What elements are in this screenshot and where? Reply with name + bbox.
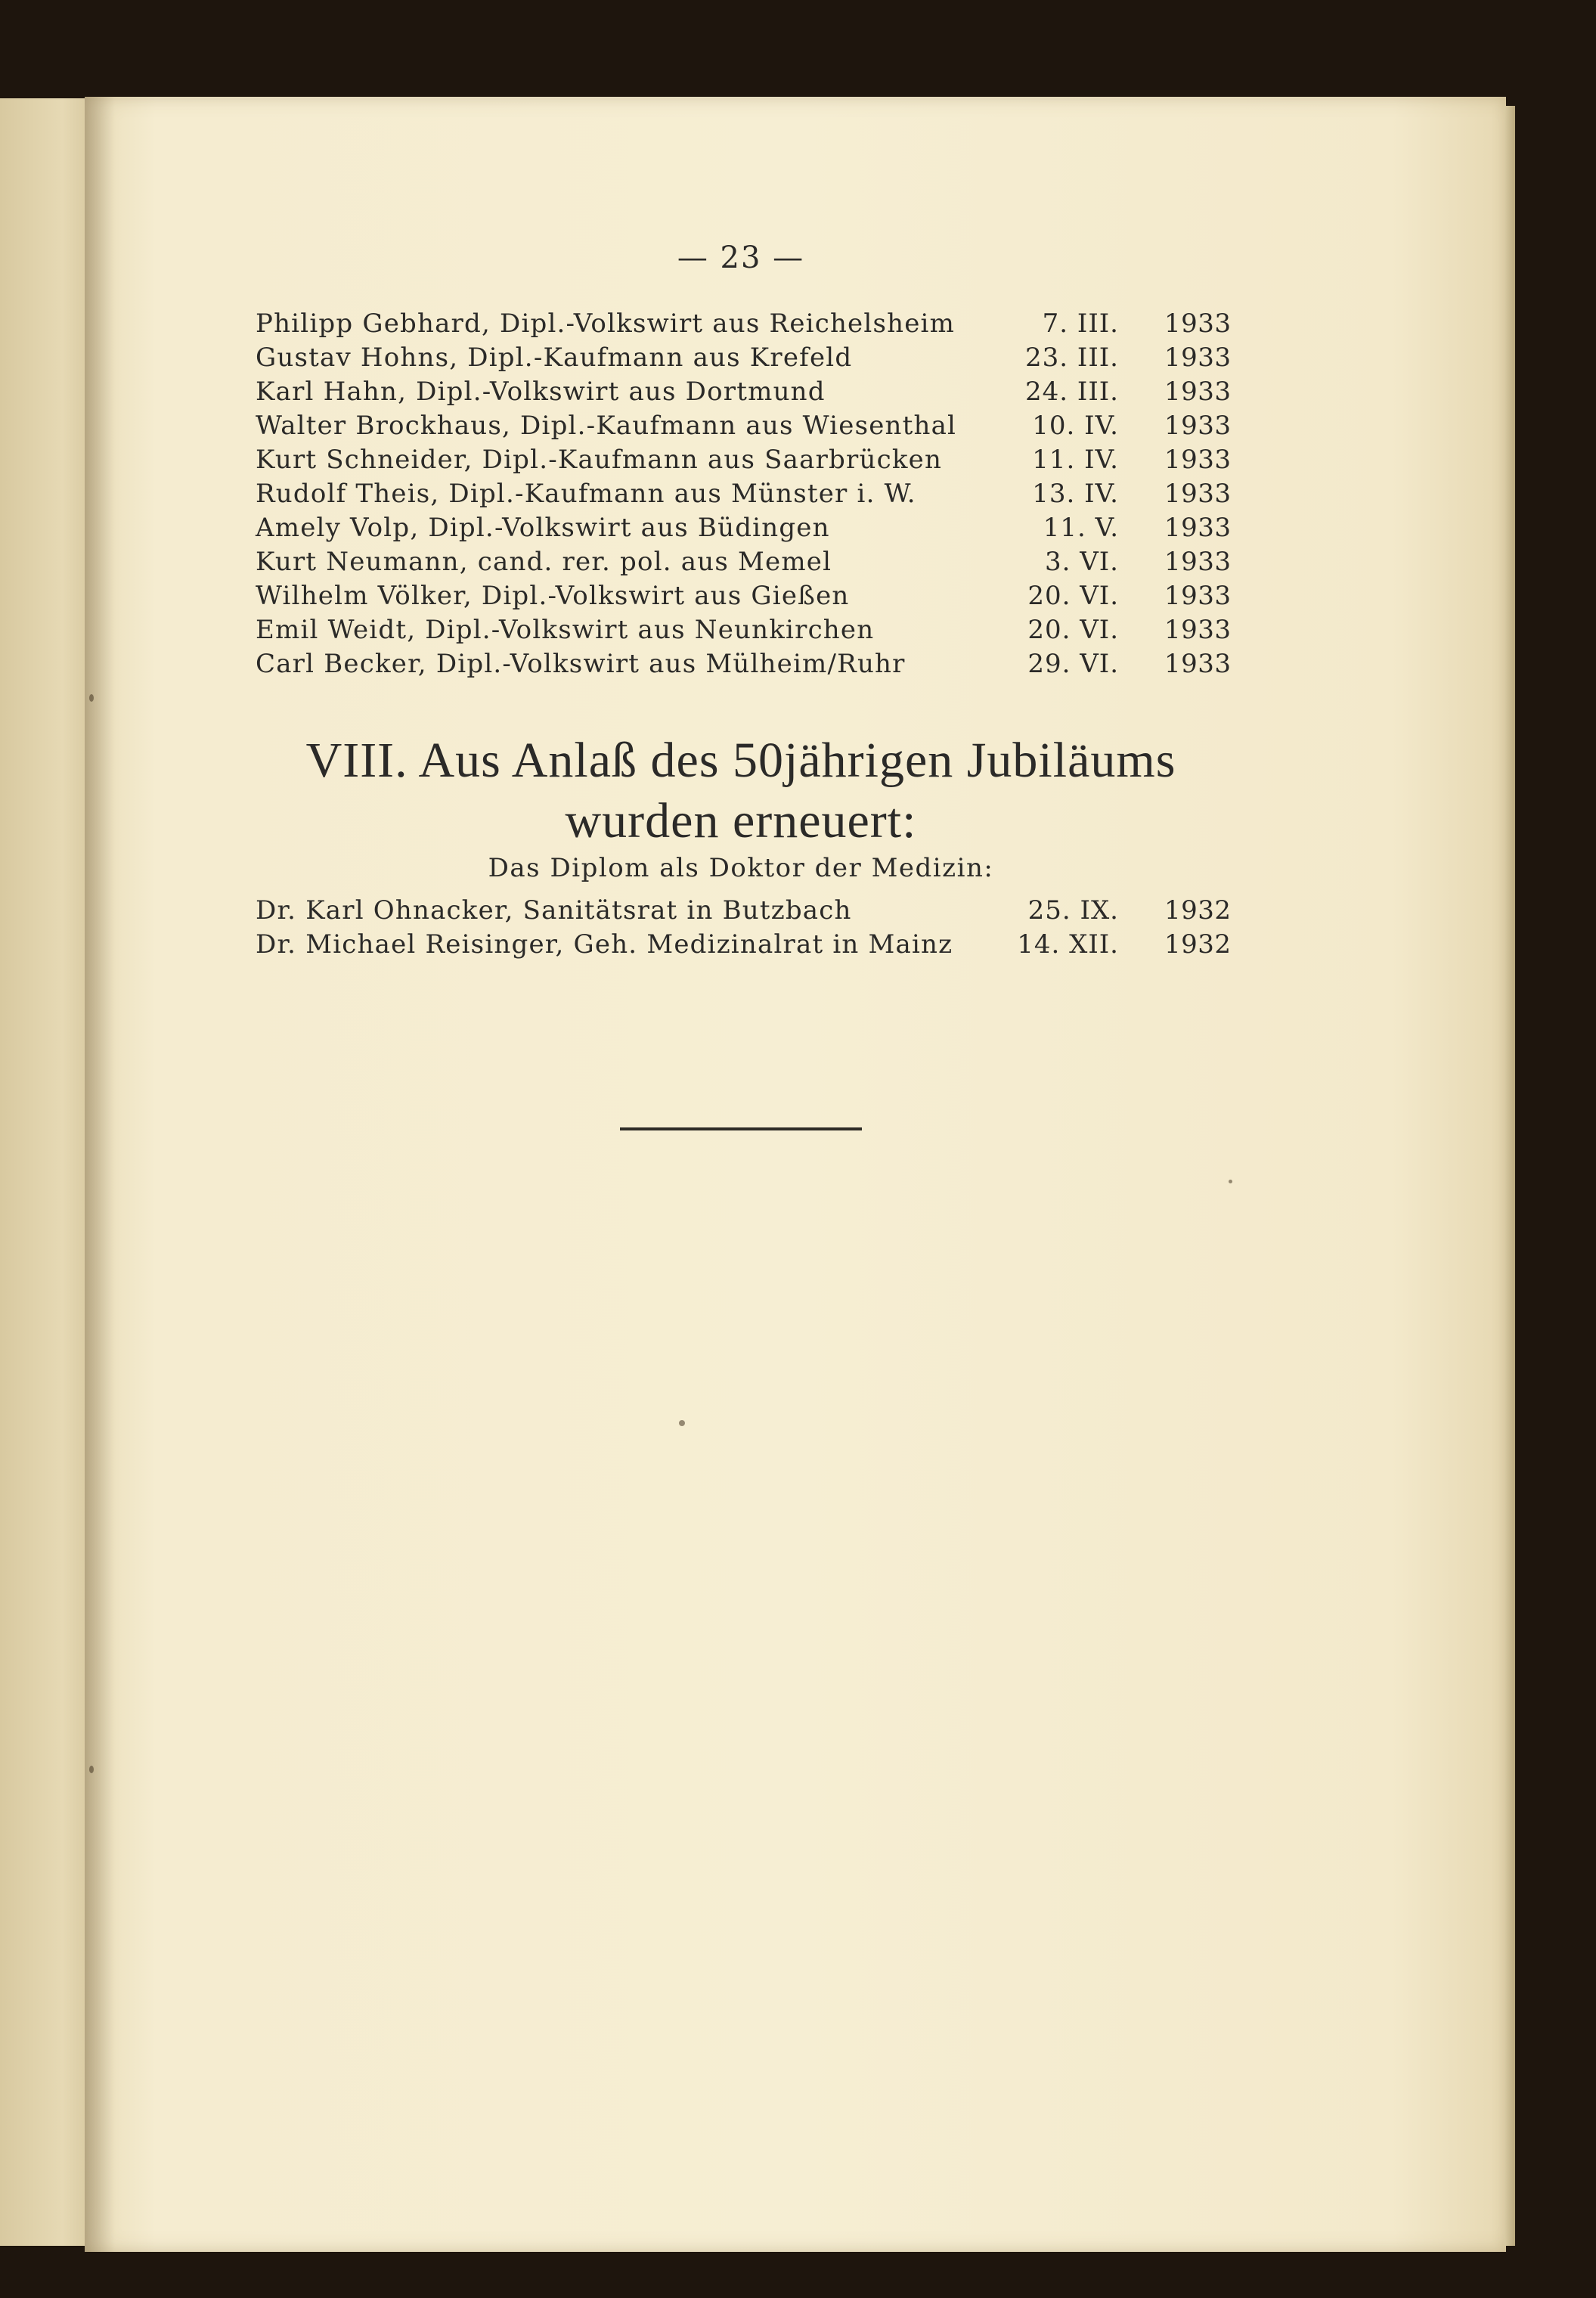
list-item [0, 377, 1596, 410]
entry-year: 1933 [1164, 377, 1232, 407]
list-item [0, 479, 1596, 512]
list-item [0, 411, 1596, 444]
entry-date: 20. VI. [1027, 615, 1119, 645]
entry-name: Kurt Schneider, Dipl.-Kaufmann aus Saarbrücken [256, 445, 943, 475]
entry-date: 29. VI. [1027, 649, 1119, 679]
entry-year: 1933 [1164, 343, 1232, 373]
entry-date: 3. VI. [1044, 547, 1119, 577]
list-item [0, 343, 1596, 376]
list-item [0, 445, 1596, 478]
entry-name: Dr. Karl Ohnacker, Sanitätsrat in Butzbach [256, 895, 852, 926]
list-item [0, 615, 1596, 648]
entry-date: 11. IV. [1032, 445, 1119, 475]
entry-date: 7. III. [1042, 309, 1119, 339]
entry-date: 23. III. [1025, 343, 1119, 373]
entry-date: 10. IV. [1032, 411, 1119, 441]
entry-name: Amely Volp, Dipl.-Volkswirt aus Büdingen [256, 513, 830, 543]
entry-year: 1932 [1164, 929, 1232, 960]
paper-speck [89, 694, 94, 702]
list-item [0, 895, 1596, 929]
entry-name: Emil Weidt, Dipl.-Volkswirt aus Neunkirchen [256, 615, 875, 645]
list-item [0, 581, 1596, 614]
list-item [0, 513, 1596, 546]
entry-year: 1933 [1164, 445, 1232, 475]
entry-year: 1933 [1164, 581, 1232, 611]
list-item [0, 547, 1596, 580]
entry-year: 1933 [1164, 411, 1232, 441]
entry-name: Rudolf Theis, Dipl.-Kaufmann aus Münster i. W. [256, 479, 916, 509]
list-item [0, 649, 1596, 682]
closing-rule [620, 1127, 862, 1130]
paper-speck [679, 1420, 685, 1426]
entry-date: 24. III. [1025, 377, 1119, 407]
entry-date: 20. VI. [1027, 581, 1119, 611]
entry-date: 11. V. [1043, 513, 1119, 543]
list-item [0, 309, 1596, 342]
entry-name: Gustav Hohns, Dipl.-Kaufmann aus Krefeld [256, 343, 853, 373]
entry-date: 13. IV. [1032, 479, 1119, 509]
entry-year: 1933 [1164, 309, 1232, 339]
paper-speck [89, 1766, 94, 1773]
page-number: — 23 — [677, 240, 805, 275]
entry-year: 1933 [1164, 479, 1232, 509]
paper-speck [1229, 1180, 1232, 1183]
entry-year: 1933 [1164, 649, 1232, 679]
entry-name: Walter Brockhaus, Dipl.-Kaufmann aus Wiesenthal [256, 411, 957, 441]
entry-name: Karl Hahn, Dipl.-Volkswirt aus Dortmund [256, 377, 826, 407]
entry-year: 1933 [1164, 513, 1232, 543]
entry-name: Carl Becker, Dipl.-Volkswirt aus Mülheim/Ruhr [256, 649, 906, 679]
entry-date: 14. XII. [1017, 929, 1119, 960]
entry-year: 1933 [1164, 547, 1232, 577]
entry-name: Kurt Neumann, cand. rer. pol. aus Memel [256, 547, 832, 577]
entry-year: 1932 [1164, 895, 1232, 926]
section-subheading: Das Diplom als Doktor der Medizin: [488, 853, 994, 883]
entry-name: Dr. Michael Reisinger, Geh. Medizinalrat in Mainz [256, 929, 953, 960]
entry-name: Wilhelm Völker, Dipl.-Volkswirt aus Gießen [256, 581, 850, 611]
entry-name: Philipp Gebhard, Dipl.-Volkswirt aus Reichelsheim [256, 309, 956, 339]
list-item [0, 929, 1596, 963]
entry-date: 25. IX. [1027, 895, 1119, 926]
section-heading-line-2: wurden erneuert: [565, 793, 917, 848]
section-heading-line-1: VIII. Aus Anlaß des 50jährigen Jubiläums [305, 733, 1176, 788]
entry-year: 1933 [1164, 615, 1232, 645]
